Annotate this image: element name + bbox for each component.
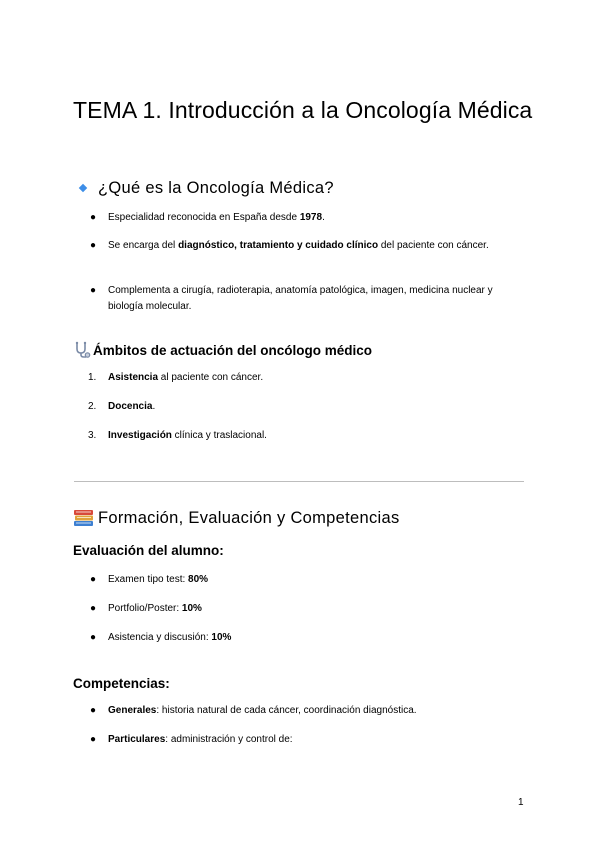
list-item: Especialidad reconocida en España desde 1978. (108, 212, 325, 223)
list-item: Docencia. (108, 401, 156, 412)
list-number: 2. (88, 401, 97, 412)
list-item: Se encarga del diagnóstico, tratamiento y cuidado clínico del paciente con cáncer. (108, 240, 489, 251)
horizontal-divider (74, 481, 524, 482)
bullet-icon: ● (90, 632, 97, 643)
list-item: Portfolio/Poster: 10% (108, 603, 202, 614)
list-number: 3. (88, 430, 97, 441)
bullet-icon: ● (90, 574, 97, 585)
section-heading-que-es: ¿Qué es la Oncología Médica? (98, 179, 334, 197)
section-heading-formacion: Formación, Evaluación y Competencias (98, 509, 400, 527)
list-item: Particulares: administración y control de: (108, 734, 293, 745)
books-icon (73, 507, 95, 527)
diamond-bullet-icon (79, 184, 87, 192)
section-heading-ambitos: Ámbitos de actuación del oncólogo médico (93, 343, 373, 358)
subheading-competencias: Competencias: (73, 676, 170, 691)
list-number: 1. (88, 372, 97, 383)
bullet-icon: ● (90, 705, 97, 716)
list-item: Investigación clínica y traslacional. (108, 430, 267, 441)
subheading-evaluacion: Evaluación del alumno: (73, 543, 224, 558)
page-title: TEMA 1. Introducción a la Oncología Médica (73, 97, 533, 123)
list-item: Generales: historia natural de cada cáncer, coordinación diagnóstica. (108, 705, 417, 716)
list-item: Asistencia y discusión: 10% (108, 632, 232, 643)
bullet-icon: ● (90, 212, 97, 223)
page-number: 1 (518, 797, 524, 808)
bullet-icon: ● (90, 285, 97, 296)
bullet-icon: ● (90, 240, 97, 251)
list-item: Asistencia al paciente con cáncer. (108, 372, 264, 383)
list-item: Complementa a cirugía, radioterapia, anatomía patológica, imagen, medicina nuclear y biología molecular. (108, 285, 493, 312)
list-item: Examen tipo test: 80% (108, 574, 209, 585)
stethoscope-icon (73, 341, 91, 359)
bullet-icon: ● (90, 603, 97, 614)
bullet-icon: ● (90, 734, 97, 745)
